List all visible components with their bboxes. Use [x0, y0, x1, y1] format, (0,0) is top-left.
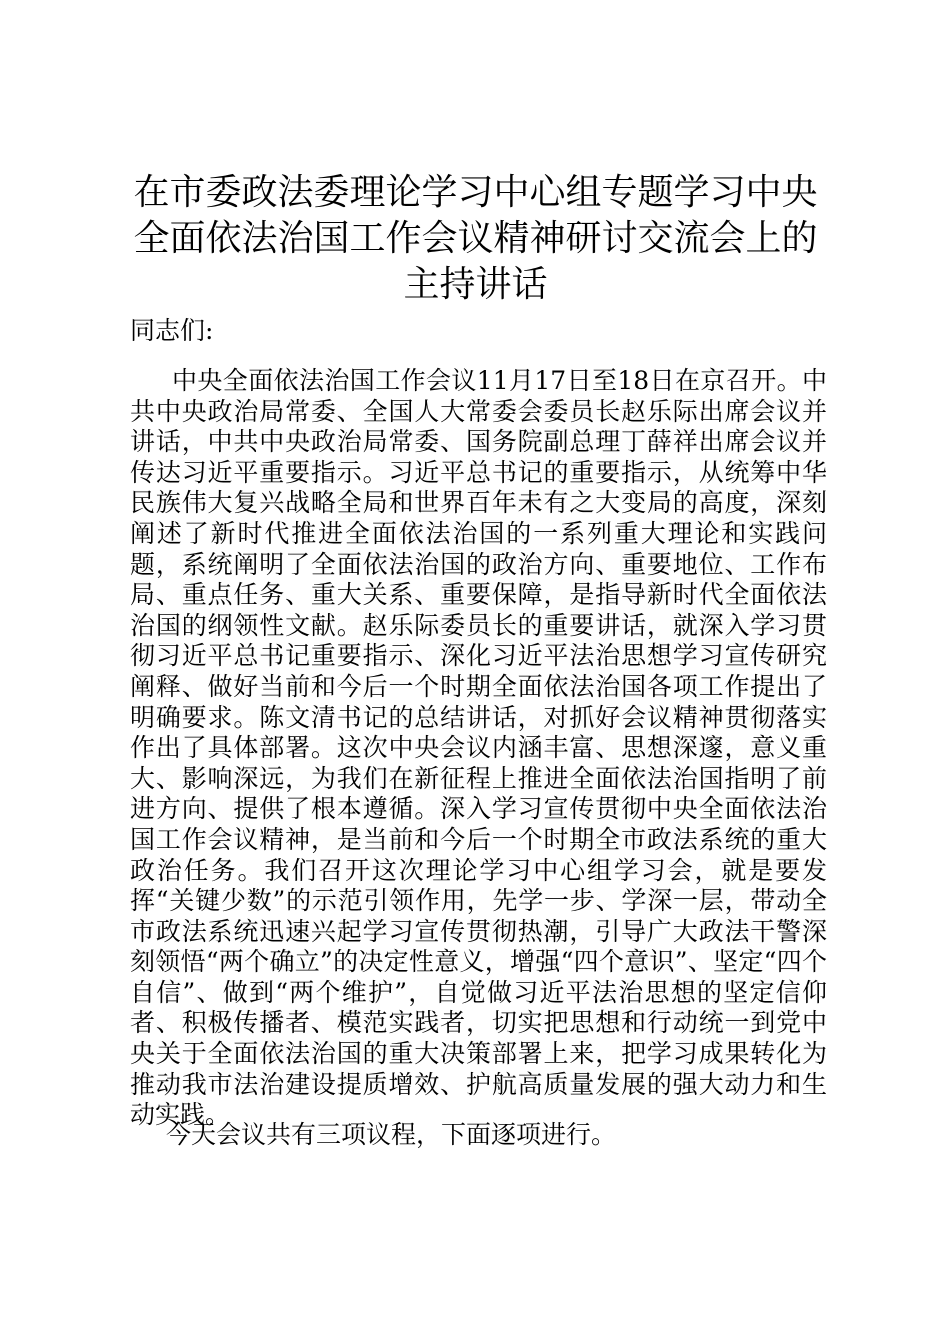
document-title: 在市委政法委理论学习中心组专题学习中央全面依法治国工作会议精神研讨交流会上的主持讲话	[133, 172, 818, 305]
agenda-paragraph: 今天会议共有三项议程，下面逐项进行。	[166, 1120, 617, 1149]
greeting: 同志们:	[130, 316, 214, 345]
body-paragraph: 中央全面依法治国工作会议11月17日至18日在京召开。中共中央政治局常委、全国人大常委会委员长赵乐际出席会议并讲话，中共中央政治局常委、国务院副总理丁薛祥出席会议并传达习近平重要指示。习近平总书记的重要指示，从统筹中华民族伟大复兴战略全局和世界百年未有之大变局的高度，深刻阐述了新时代推进全面依法治国的一系列重大理论和实践问题，系统阐明了全面依法治国的政治方向、重要地位、工作布局、重点任务、重大关系、重要保障，是指导新时代全面依法治国的纲领性文献。赵乐际委员长的重要讲话，就深入学习贯彻习近平总书记重要指示、深化习近平法治思想学习宣传研究阐释、做好当前和今后一个时期全面依法治国各项工作提出了明确要求。陈文清书记的总结讲话，对抓好会议精神贯彻落实作出了具体部署。这次中央会议内涵丰富、思想深邃，意义重大、影响深远，为我们在新征程上推进全面依法治国指明了前进方向、提供了根本遵循。深入学习宣传贯彻中央全面依法治国工作会议精神，是当前和今后一个时期全市政法系统的重大政治任务。我们召开这次理论学习中心组学习会，就是要发挥“关键少数”的示范引领作用，先学一步、学深一层，带动全市政法系统迅速兴起学习宣传贯彻热潮，引导广大政法干警深刻领悟“两个确立”的决定性意义，增强“四个意识”、坚定“四个自信”、做到“两个维护”，自觉做习近平法治思想的坚定信仰者、积极传播者、模范实践者，切实把思想和行动统一到党中央关于全面依法治国的重大决策部署上来，把学习成果转化为推动我市法治建设提质增效、护航高质量发展的强大动力和生动实践。	[130, 366, 827, 1130]
